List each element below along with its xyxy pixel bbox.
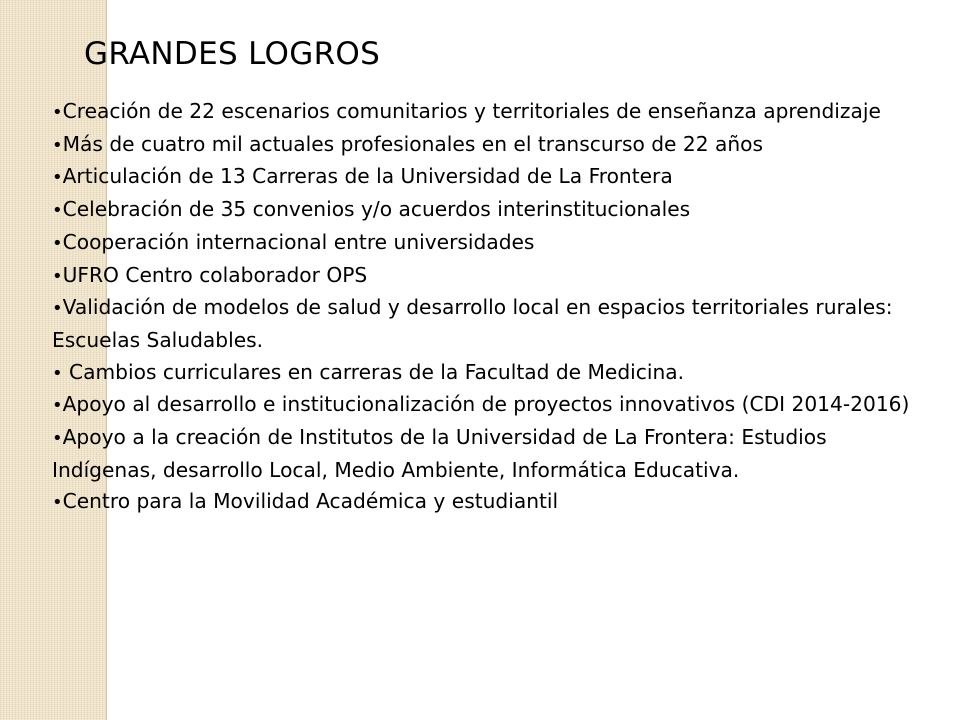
bullet-icon: • [52, 298, 63, 320]
list-item-text: Apoyo a la creación de Institutos de la Universidad de La Frontera: Estudios Indígenas, desarrollo Local, Medio Ambiente, Informática Educativa. [52, 425, 827, 482]
list-item [52, 422, 920, 486]
bullet-icon: • [52, 428, 63, 450]
list-item [52, 389, 920, 422]
list-item [52, 486, 920, 519]
list-item-text: Celebración de 35 convenios y/o acuerdos interinstitucionales [62, 197, 691, 222]
bullet-icon: • [52, 395, 63, 417]
list-item [52, 161, 920, 194]
bullet-icon: • [52, 134, 63, 156]
bullet-icon: • [52, 200, 63, 222]
list-item-text: Validación de modelos de salud y desarrollo local en espacios territoriales rurales: Escuelas Saludables. [52, 295, 893, 352]
bullet-icon: • [52, 102, 63, 123]
list-item [52, 357, 920, 390]
slide-title: GRANDES LOGROS [84, 36, 381, 72]
list-item [52, 260, 920, 293]
list-item-text: Cambios curriculares en carreras de la Facultad de Medicina. [62, 359, 685, 384]
bullet-icon: • [52, 362, 63, 384]
list-item [52, 227, 920, 260]
achievements-list [52, 96, 920, 519]
bullet-icon: • [52, 232, 63, 254]
bullet-icon: • [52, 492, 63, 514]
list-item-text: Articulación de 13 Carreras de la Universidad de La Frontera [62, 164, 673, 189]
list-item [52, 194, 920, 227]
bullet-icon: • [52, 167, 63, 189]
list-item-text: Creación de 22 escenarios comunitarios y territoriales de enseñanza aprendizaje [62, 99, 881, 123]
list-item [52, 96, 920, 129]
list-item-text: Centro para la Movilidad Académica y estudiantil [62, 489, 559, 514]
list-item [52, 292, 920, 356]
bullet-icon: • [52, 265, 63, 287]
list-item-text: UFRO Centro colaborador OPS [62, 262, 368, 287]
list-item-text: Apoyo al desarrollo e institucionalización de proyectos innovativos (CDI 2014-2016) [62, 392, 910, 417]
list-item-text: Cooperación internacional entre universidades [62, 229, 535, 254]
list-item [52, 129, 920, 162]
list-item-text: Más de cuatro mil actuales profesionales en el transcurso de 22 años [62, 131, 764, 156]
